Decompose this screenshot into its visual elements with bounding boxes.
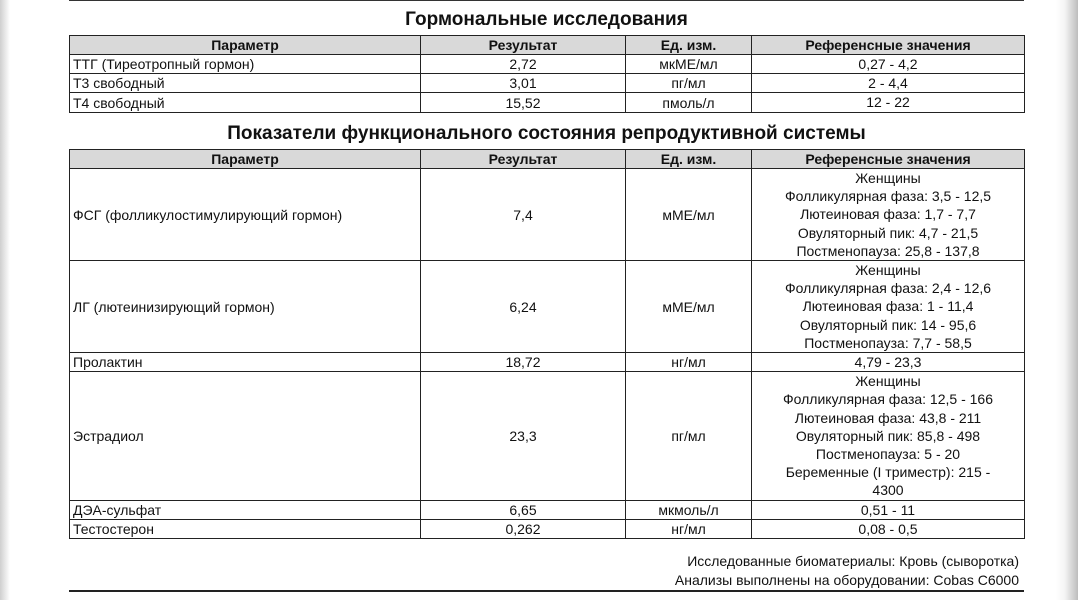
page-edge-right	[1056, 0, 1078, 600]
table-row	[70, 74, 1025, 93]
param-cell: ТТГ (Тиреотропный гормон)	[70, 55, 421, 74]
table-header-row	[70, 36, 1025, 55]
result-cell: 15,52	[421, 93, 626, 112]
reference-cell	[752, 500, 1025, 519]
unit-cell: мкМЕ/мл	[626, 55, 752, 74]
reference-cell	[752, 372, 1025, 500]
table-row	[70, 372, 1025, 500]
reference-line: Постменопауза: 5 - 20	[815, 446, 961, 463]
reference-line: Лютеиновая фаза: 43,8 - 211	[794, 409, 982, 426]
unit-cell: пмоль/л	[626, 93, 752, 112]
reference-line: Фолликулярная фаза: 3,5 - 12,5	[784, 188, 992, 205]
col-header-unit: Ед. изм.	[626, 36, 752, 55]
unit-cell: пг/мл	[626, 74, 752, 93]
table-row	[70, 500, 1025, 519]
unit-cell: мМЕ/мл	[626, 261, 752, 353]
result-cell: 18,72	[421, 353, 626, 372]
footer-equipment: Анализы выполнены на оборудовании: Cobas C6000	[674, 572, 1019, 588]
param-cell: Т4 свободный	[70, 93, 421, 112]
table-row	[70, 93, 1025, 112]
result-cell: 23,3	[421, 372, 626, 500]
reference-line: Фолликулярная фаза: 12,5 - 166	[783, 391, 993, 408]
result-cell: 0,262	[421, 519, 626, 538]
reference-line: 0,51 - 11	[860, 501, 916, 518]
table-header-row	[70, 150, 1025, 169]
reference-line: Женщины	[855, 373, 921, 390]
reference-line: Лютеиновая фаза: 1,7 - 7,7	[800, 206, 976, 223]
reference-cell	[752, 353, 1025, 372]
reference-line: Постменопауза: 25,8 - 137,8	[796, 242, 980, 259]
reference-line: Фолликулярная фаза: 2,4 - 12,6	[784, 280, 992, 297]
reference-line: Женщины	[855, 262, 921, 279]
hormonal-table	[69, 35, 1025, 113]
unit-cell: мкмоль/л	[626, 500, 752, 519]
reference-line: Овуляторный пик: 4,7 - 21,5	[797, 224, 979, 241]
col-header-param: Параметр	[70, 150, 421, 169]
top-rule	[69, 0, 1024, 1]
param-cell: Тестостерон	[70, 519, 421, 538]
reference-line: 4,79 - 23,3	[854, 354, 922, 371]
reference-line: 2 - 4,4	[868, 75, 908, 92]
table-row	[70, 169, 1025, 261]
unit-cell: пг/мл	[626, 372, 752, 500]
col-header-result: Результат	[421, 150, 626, 169]
reference-line: 0,08 - 0,5	[858, 520, 918, 537]
unit-cell: нг/мл	[626, 519, 752, 538]
reference-cell	[752, 519, 1025, 538]
result-cell: 7,4	[421, 169, 626, 261]
result-cell: 6,65	[421, 500, 626, 519]
col-header-unit: Ед. изм.	[626, 150, 752, 169]
table-row	[70, 261, 1025, 353]
col-header-param: Параметр	[70, 36, 421, 55]
unit-cell: мМЕ/мл	[626, 169, 752, 261]
param-cell: Пролактин	[70, 353, 421, 372]
col-header-reference: Референсные значения	[752, 36, 1025, 55]
reference-line: Овуляторный пик: 85,8 - 498	[795, 427, 981, 444]
reference-cell	[752, 169, 1025, 261]
reference-cell	[752, 55, 1025, 74]
section-title-hormonal: Гормональные исследования	[405, 9, 688, 30]
page-edge-left	[0, 0, 10, 600]
param-cell: ДЭА-сульфат	[70, 500, 421, 519]
footer-biomaterials: Исследованные биоматериалы: Кровь (сыворотка)	[687, 553, 1019, 569]
reference-cell	[752, 93, 1025, 112]
param-cell: ЛГ (лютеинизирующий гормон)	[70, 261, 421, 353]
bottom-rule	[69, 590, 1024, 592]
reference-cell	[752, 74, 1025, 93]
table-row	[70, 519, 1025, 538]
section-title-reproductive: Показатели функционального состояния репродуктивной системы	[227, 123, 866, 144]
result-cell: 3,01	[421, 74, 626, 93]
reference-line: Постменопауза: 7,7 - 58,5	[804, 334, 972, 351]
reference-line: 0,27 - 4,2	[858, 56, 918, 72]
param-cell: ФСГ (фолликулостимулирующий гормон)	[70, 169, 421, 261]
result-cell: 2,72	[421, 55, 626, 74]
reference-line: Женщины	[855, 170, 921, 186]
reference-line: Овуляторный пик: 14 - 95,6	[799, 316, 977, 333]
reference-line: 4300	[872, 482, 904, 499]
param-cell: Т3 свободный	[70, 74, 421, 93]
reference-cell	[752, 261, 1025, 353]
unit-cell: нг/мл	[626, 353, 752, 372]
col-header-reference: Референсные значения	[752, 150, 1025, 169]
table-row	[70, 55, 1025, 74]
reference-line: Лютеиновая фаза: 1 - 11,4	[802, 298, 974, 315]
reproductive-table	[69, 149, 1025, 539]
reference-line: Беременные (I триместр): 215 -	[785, 464, 991, 481]
reference-line: 12 - 22	[866, 94, 910, 111]
col-header-result: Результат	[421, 36, 626, 55]
result-cell: 6,24	[421, 261, 626, 353]
table-row	[70, 353, 1025, 372]
param-cell: Эстрадиол	[70, 372, 421, 500]
